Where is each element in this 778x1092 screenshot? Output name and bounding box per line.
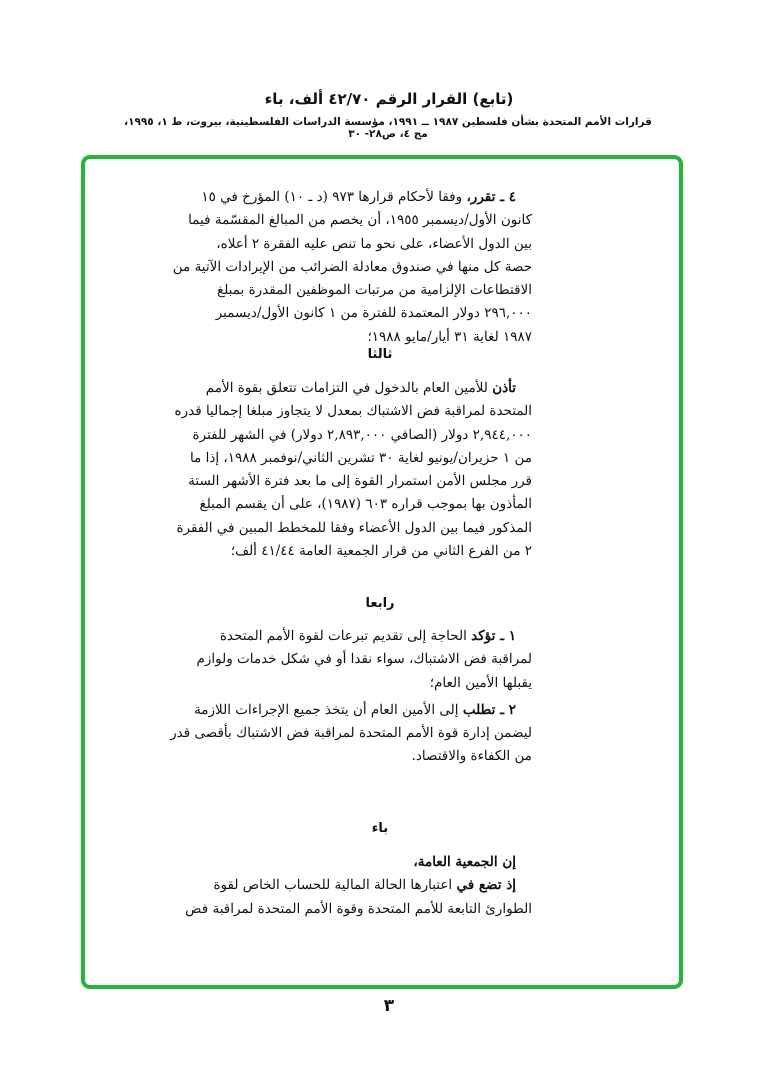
section-heading: رابعا <box>365 596 395 611</box>
operative-verb: ٢ ـ تطلب <box>462 701 516 718</box>
text-line <box>192 424 532 447</box>
paragraph <box>170 699 532 769</box>
line-text: لمراقبة فض الاشتباك، سواء نقدا أو في شكل خدمات ولوازم <box>196 651 532 668</box>
text-line <box>219 625 532 648</box>
line-text: إلى الأمين العام أن يتخذ جميع الإجراءات اللازمة <box>194 701 463 718</box>
line-text: المأذون بها بموجب قراره ٦٠٣ (١٩٨٧)، على أن يقسم المبلغ <box>199 496 532 513</box>
text-line <box>217 279 532 302</box>
document-title: (تابع) القرار الرقم ٤٢/٧٠ ألف، باء <box>264 90 514 108</box>
line-text: ١٩٨٧ لغاية ٣١ أيار/مايو ١٩٨٨؛ <box>367 328 532 345</box>
line-text: كانون الأول/ديسمبر ١٩٥٥، أن يخصم من المبالغ المقسّمة فيما <box>188 212 532 229</box>
paragraph-block-authorizes <box>174 377 532 563</box>
line-text: الحاجة إلى تقديم تبرعات لقوة الأمم المتحدة <box>219 628 472 644</box>
line-text: وفقا لأحكام قرارها ٩٧٣ (د ـ ١٠) المؤرخ في ١٥ <box>201 189 467 205</box>
text-line <box>216 233 532 256</box>
paragraph-block-part-b <box>185 851 532 921</box>
text-line <box>205 377 532 400</box>
line-text: للأمين العام بالدخول في التزامات تتعلق بقوة الأمم <box>205 380 493 396</box>
source-citation: قرارات الأمم المتحدة بشأن فلسطين ١٩٨٧ ــ ١٩٩١، مؤسسة الدراسات الفلسطينية، بيروت، ط ١، ١٩٩٥، مج ٤، ص٢٨- ٣٠ <box>124 116 652 140</box>
line-text: الاقتطاعات الإلزامية من مرتبات الموظفين المقدرة بمبلغ <box>217 282 532 299</box>
paragraph <box>172 186 532 349</box>
text-line <box>228 851 532 874</box>
line-text: ٢٩٦,٠٠٠ دولار المعتمدة للفترة من ١ كانون الأول/ديسمبر <box>215 305 532 322</box>
section-heading-block <box>228 592 532 615</box>
operative-verb: ٤ ـ تقرر، <box>466 189 516 205</box>
text-line <box>172 256 532 279</box>
section-heading-block <box>228 817 532 840</box>
line-text: حصة كل منها في صندوق معادلة الضرائب من الإيرادات الآتية من <box>172 258 532 275</box>
line-text: المتحدة لمراقبة فض الاشتباك بمعدل لا يتجاوز مبلغا إجماليا قدره <box>174 403 532 420</box>
line-text: ليضمن إدارة قوة الأمم المتحدة لمراقبة فض الاشتباك بأقصى قدر <box>170 725 532 742</box>
line-text: من الكفاءة والاقتصاد. <box>411 748 532 765</box>
line-text: المذكور فيما بين الدول الأعضاء وفقا للمخطط المبين في الفقرة <box>176 519 532 536</box>
text-line <box>215 302 532 325</box>
paragraph-block-fourth <box>170 625 532 769</box>
text-line <box>176 517 532 540</box>
line-text: يقبلها الأمين العام؛ <box>429 674 532 691</box>
line-text: قرر مجلس الأمن استمرار القوة إلى ما بعد فترة الأشهر الستة <box>188 473 532 490</box>
line-text: بين الدول الأعضاء، على نحو ما تنص عليه الفقرة ٢ أعلاه، <box>216 235 532 252</box>
page-number: ٣ <box>383 996 395 1016</box>
paragraph-block-decides <box>172 186 532 366</box>
line-text: ٢ من الفرع الثاني من قرار الجمعية العامة ٤١/٤٤ ألف؛ <box>230 543 532 560</box>
text-line <box>228 745 532 768</box>
paragraph <box>196 625 532 695</box>
text-line <box>228 672 532 695</box>
paragraph <box>174 377 532 563</box>
text-line <box>228 540 532 563</box>
operative-verb: ١ ـ تؤكد <box>471 628 516 644</box>
operative-verb: إذ تضع في <box>456 877 516 894</box>
operative-verb: إن الجمعية العامة، <box>413 854 516 870</box>
line-text: من ١ حزيران/يونيو لغاية ٣٠ تشرين الثاني/نوفمبر ١٩٨٨، إذا ما <box>189 449 532 466</box>
text-line <box>188 209 532 232</box>
text-line <box>213 874 532 897</box>
text-line <box>194 699 532 722</box>
text-line <box>196 648 532 671</box>
line-text: الطوارئ التابعة للأمم المتحدة وقوة الأمم المتحدة لمراقبة فض <box>185 900 532 917</box>
paragraph <box>228 851 532 874</box>
text-line <box>174 400 532 423</box>
text-line <box>189 447 532 470</box>
operative-verb: تأذن <box>492 380 516 396</box>
line-text: ٢,٩٤٤,٠٠٠ دولار (الصافي ٢,٨٩٣,٠٠٠ دولار) في الشهر للفترة <box>192 426 532 443</box>
text-line <box>185 898 532 921</box>
text-line <box>199 493 532 516</box>
section-heading: باء <box>371 821 389 836</box>
paragraph <box>185 874 532 921</box>
section-heading: ثالثا <box>367 347 393 363</box>
text-line <box>201 186 532 209</box>
line-text: اعتبارها الحالة المالية للحساب الخاص لقوة <box>213 877 457 894</box>
text-line <box>188 470 532 493</box>
text-line <box>170 722 532 745</box>
